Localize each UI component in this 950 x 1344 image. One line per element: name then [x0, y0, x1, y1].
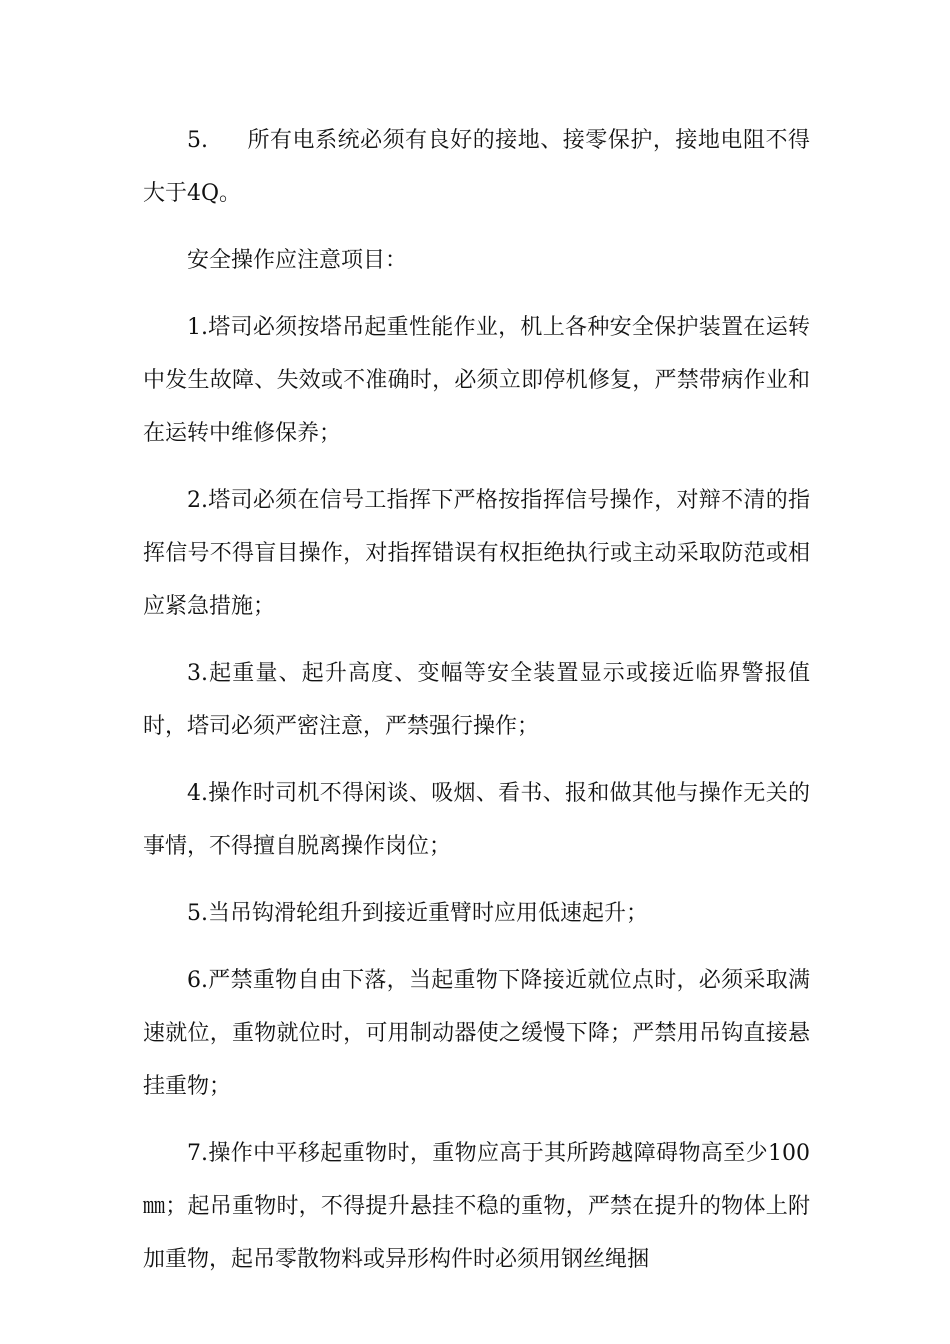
paragraph-number: 5.: [187, 128, 208, 153]
list-item: 6.严禁重物自由下落，当起重物下降接近就位点时，必须采取满速就位，重物就位时，可用制动器使之缓慢下降；严禁用吊钩直接悬挂重物；: [143, 968, 810, 1099]
section-heading: 安全操作应注意项目：: [187, 248, 408, 273]
list-item: 4.操作时司机不得闲谈、吸烟、看书、报和做其他与操作无关的事情，不得擅自脱离操作岗位；: [143, 781, 810, 859]
list-item: 3.起重量、起升高度、变幅等安全装置显示或接近临界警报值时，塔司必须严密注意，严禁强行操作；: [143, 661, 810, 739]
paragraph-text: 所有电系统必须有良好的接地、接零保护，接地电阻不得大于4Q。: [143, 128, 810, 206]
list-item: 7.操作中平移起重物时，重物应高于其所跨越障碍物高至少100㎜；起吊重物时，不得提升悬挂不稳的重物，严禁在提升的物体上附加重物，起吊零散物料或异形构件时必须用钢丝绳捆: [143, 1141, 810, 1272]
paragraph-grounding: [143, 114, 810, 220]
list-item: 1.塔司必须按塔吊起重性能作业，机上各种安全保护装置在运转中发生故障、失效或不准确时，必须立即停机修复，严禁带病作业和在运转中维修保养；: [143, 315, 810, 446]
document-body: [143, 114, 810, 1300]
list-item: 5.当吊钩滑轮组升到接近重臂时应用低速起升；: [187, 901, 648, 926]
list-item: 2.塔司必须在信号工指挥下严格按指挥信号操作，对辩不清的指挥信号不得盲目操作，对指挥错误有权拒绝执行或主动采取防范或相应紧急措施；: [143, 488, 810, 619]
